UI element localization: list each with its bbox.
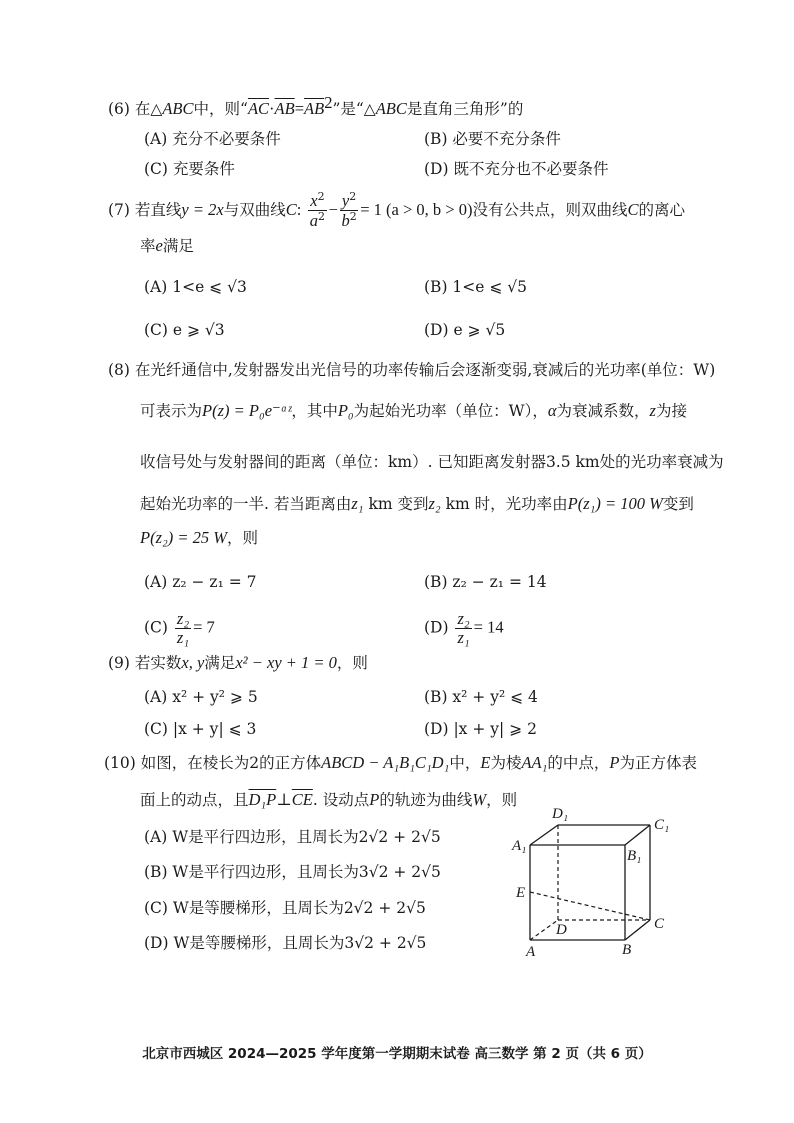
q8-stem-line3: 收信号处与发射器间的距离（单位：km）. 已知距离发射器3.5 km处的光功率衰减为: [140, 453, 724, 471]
q7-option-a[interactable]: (A) 1<e ⩽ √3: [144, 278, 247, 296]
q10-stem-line2: 面上的动点，且$D_1P\perp\overline{CE}$. 设动点P的轨迹为曲线W，则: [140, 790, 518, 809]
q6-option-a[interactable]: (A) 充分不必要条件: [144, 130, 281, 148]
q8-stem-line1: (8) 在光纤通信中,发射器发出光信号的功率传输后会逐渐变弱,衰减后的光功率(单位：W): [108, 361, 716, 379]
q9-stem: (9) 若实数x, y满足x² − xy + 1 = 0，则: [108, 653, 368, 672]
q9-option-d[interactable]: (D) |x + y| ⩾ 2: [424, 720, 537, 738]
label-a1: A₁: [512, 838, 527, 854]
q9-option-b[interactable]: (B) x² + y² ⩽ 4: [424, 688, 538, 706]
edge-a1-d1: [530, 825, 558, 845]
q6-option-c[interactable]: (C) 充要条件: [144, 160, 235, 178]
edge-b1-c1: [625, 825, 650, 845]
q8-option-d[interactable]: (D) $\frac{\text{z₂}}{\text{z₁}}$ = 14: [424, 609, 504, 648]
q7-stem-line2: 率e满足: [140, 236, 194, 255]
q7-stem: (7) 若直线y = 2x与双曲线C: $\frac{x^2}{a^2}$ − $\frac{y^2}{b^2}$ = 1 (a > 0, b > 0)没有公共点，则双曲线C的离心: [108, 190, 686, 231]
label-c: C: [654, 916, 665, 932]
q10-option-b[interactable]: (B) W是平行四边形，且周长为3√2 + 2√5: [144, 863, 441, 881]
label-e: E: [516, 885, 526, 901]
q6-option-d[interactable]: (D) 既不充分也不必要条件: [424, 160, 609, 178]
q8-stem-line5: P(z₂) = 25 W，则: [140, 528, 258, 547]
q7-option-c[interactable]: (C) e ⩾ √3: [144, 321, 225, 339]
label-b: B: [622, 942, 632, 958]
label-d: D: [556, 922, 567, 938]
q8-option-c[interactable]: (C) $\frac{\text{z₂}}{\text{z₁}}$ = 7: [144, 609, 215, 648]
label-d1: D₁: [552, 806, 569, 822]
edge-b-c: [625, 920, 650, 940]
q8-option-a[interactable]: (A) z₂ − z₁ = 7: [144, 573, 257, 591]
q10-option-a[interactable]: (A) W是平行四边形，且周长为2√2 + 2√5: [144, 828, 441, 846]
q10-stem-line1: (10) 如图，在棱长为2的正方体ABCD − A₁B₁C₁D₁中，E为棱AA₁的中点，P为正方体表: [104, 753, 697, 772]
q7-option-b[interactable]: (B) 1<e ⩽ √5: [424, 278, 528, 296]
q10-option-c[interactable]: (C) W是等腰梯形，且周长为2√2 + 2√5: [144, 899, 426, 917]
cube-figure: [500, 800, 680, 965]
page-footer: 北京市西城区 2024—2025 学年度第一学期期末试卷 高三数学 第 2 页（共 6 页）: [142, 1046, 652, 1062]
label-b1: B₁: [627, 848, 642, 864]
q8-option-b[interactable]: (B) z₂ − z₁ = 14: [424, 573, 547, 591]
q6-stem: (6) 在△ABC中，则“$\overline{AC}\cdot\overline{AB}=\overline{AB}^2$”是“△ABC是直角三角形”的: [108, 93, 524, 119]
edge-a-d-hidden: [530, 920, 558, 940]
q8-stem-line2: 可表示为P(z) = P₀e⁻ᵅᶻ，其中P₀为起始光功率（单位：W），α为衰减系数，z为接: [140, 401, 687, 420]
q6-option-b[interactable]: (B) 必要不充分条件: [424, 130, 561, 148]
label-a: A: [526, 944, 536, 960]
segment-e-c: [530, 892, 650, 920]
q9-option-c[interactable]: (C) |x + y| ⩽ 3: [144, 720, 257, 738]
q7-option-d[interactable]: (D) e ⩾ √5: [424, 321, 506, 339]
q9-option-a[interactable]: (A) x² + y² ⩾ 5: [144, 688, 258, 706]
q8-stem-line4: 起始光功率的一半. 若当距离由z₁ km 变到z₂ km 时，光功率由P(z₁) = 100 W变到: [140, 494, 694, 513]
q10-option-d[interactable]: (D) W是等腰梯形，且周长为3√2 + 2√5: [144, 934, 427, 952]
label-c1: C₁: [654, 817, 670, 833]
